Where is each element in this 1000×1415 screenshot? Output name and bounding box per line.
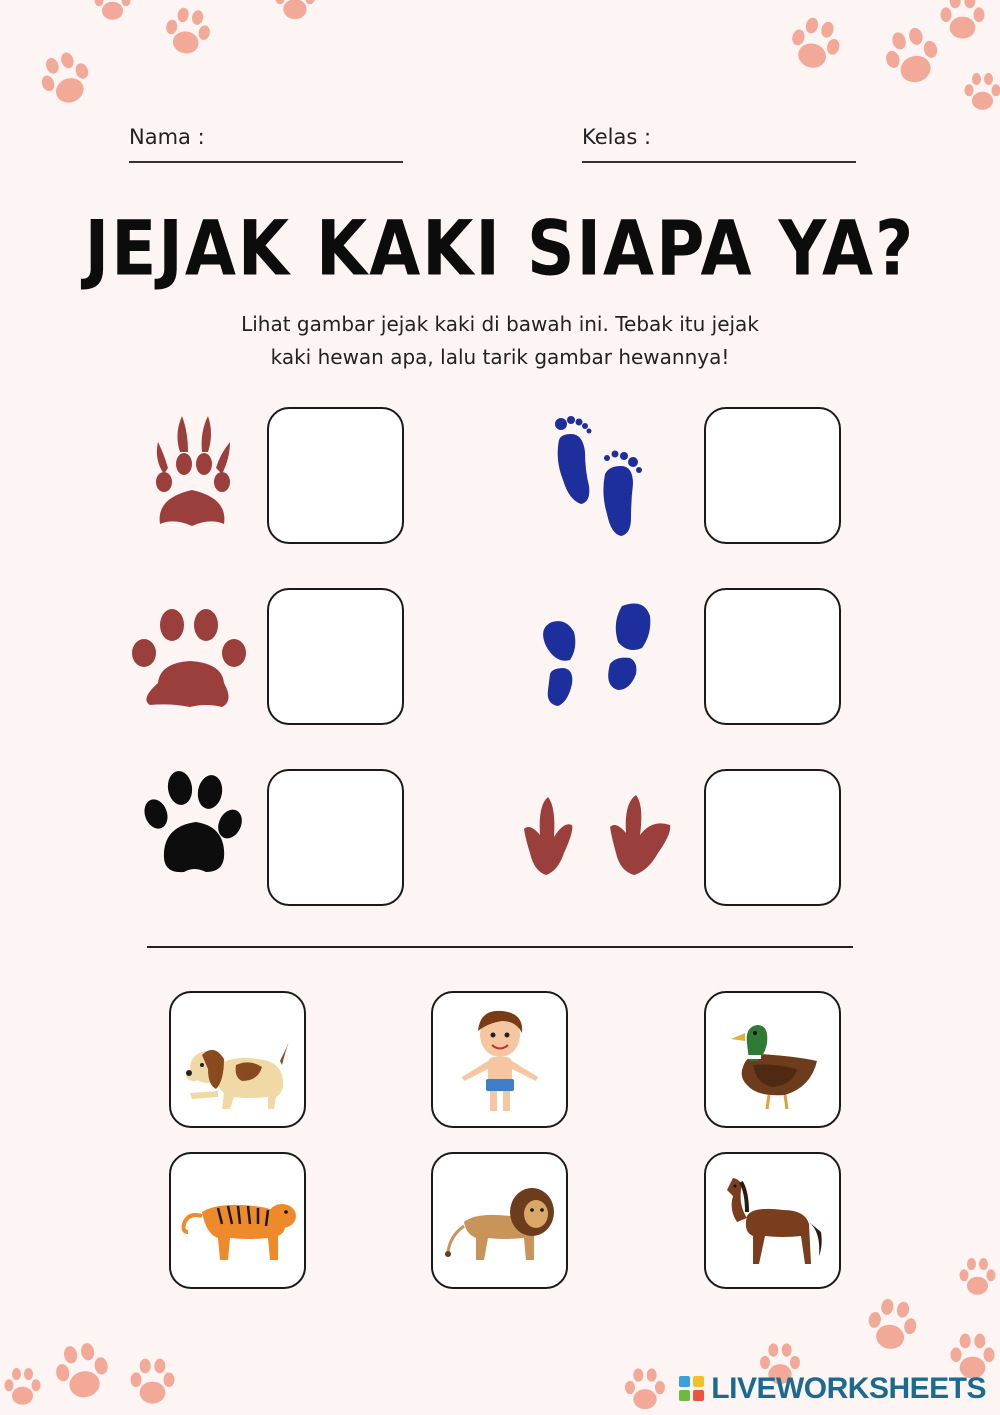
lion-image: [440, 1166, 560, 1276]
dog-card[interactable]: [169, 991, 306, 1128]
paw-decoration-icon: [955, 1255, 1000, 1300]
boy-card[interactable]: [431, 991, 568, 1128]
horse-card[interactable]: [704, 1152, 841, 1289]
answer-box[interactable]: [704, 588, 841, 725]
section-divider: [147, 946, 853, 948]
page-title: JEJAK KAKI SIAPA YA?: [84, 204, 916, 293]
paw-decoration-icon: [156, 1, 220, 65]
lion-card[interactable]: [431, 1152, 568, 1289]
lion-paw-print-icon: [130, 603, 250, 713]
paw-decoration-icon: [620, 1365, 670, 1415]
paw-decoration-icon: [0, 1365, 45, 1410]
tiger-paw-print-icon: [140, 412, 245, 532]
liveworksheets-grid-icon: [679, 1376, 705, 1402]
liveworksheets-logo: [679, 1372, 986, 1406]
paw-decoration-icon: [125, 1355, 180, 1410]
tiger-image: [178, 1166, 298, 1276]
answer-box[interactable]: [704, 769, 841, 906]
instruction-line-2: kaki hewan apa, lalu tarik gambar hewannya!: [270, 345, 730, 369]
paw-decoration-icon: [28, 42, 105, 119]
class-input-line[interactable]: [582, 161, 856, 163]
tiger-card[interactable]: [169, 1152, 306, 1289]
duck-card[interactable]: [704, 991, 841, 1128]
horse-image: [713, 1166, 833, 1276]
paw-decoration-icon: [90, 0, 135, 25]
class-label: Kelas :: [582, 125, 652, 149]
instruction-line-1: Lihat gambar jejak kaki di bawah ini. Tebak itu jejak: [241, 312, 759, 336]
instructions: [200, 308, 800, 374]
paw-decoration-icon: [857, 1291, 927, 1361]
dog-paw-print-icon: [140, 768, 244, 878]
paw-decoration-icon: [45, 1335, 120, 1410]
liveworksheets-text: LIVEWORKSHEETS: [711, 1372, 986, 1405]
answer-box[interactable]: [704, 407, 841, 544]
name-label: Nama :: [129, 125, 205, 149]
dog-image: [178, 1005, 298, 1115]
name-input-line[interactable]: [129, 161, 403, 163]
class-field: [582, 125, 651, 149]
duck-image: [713, 1005, 833, 1115]
duck-footprints-icon: [520, 795, 675, 880]
name-field: [129, 125, 205, 149]
human-footprints-icon: [545, 410, 645, 540]
answer-box[interactable]: [267, 588, 404, 725]
boy-image: [440, 1005, 560, 1115]
answer-box[interactable]: [267, 769, 404, 906]
paw-decoration-icon: [778, 8, 851, 81]
paw-decoration-icon: [270, 0, 320, 25]
paw-decoration-icon: [935, 0, 990, 45]
answer-box[interactable]: [267, 407, 404, 544]
paw-decoration-icon: [960, 70, 1000, 115]
shoe-prints-icon: [538, 598, 658, 714]
